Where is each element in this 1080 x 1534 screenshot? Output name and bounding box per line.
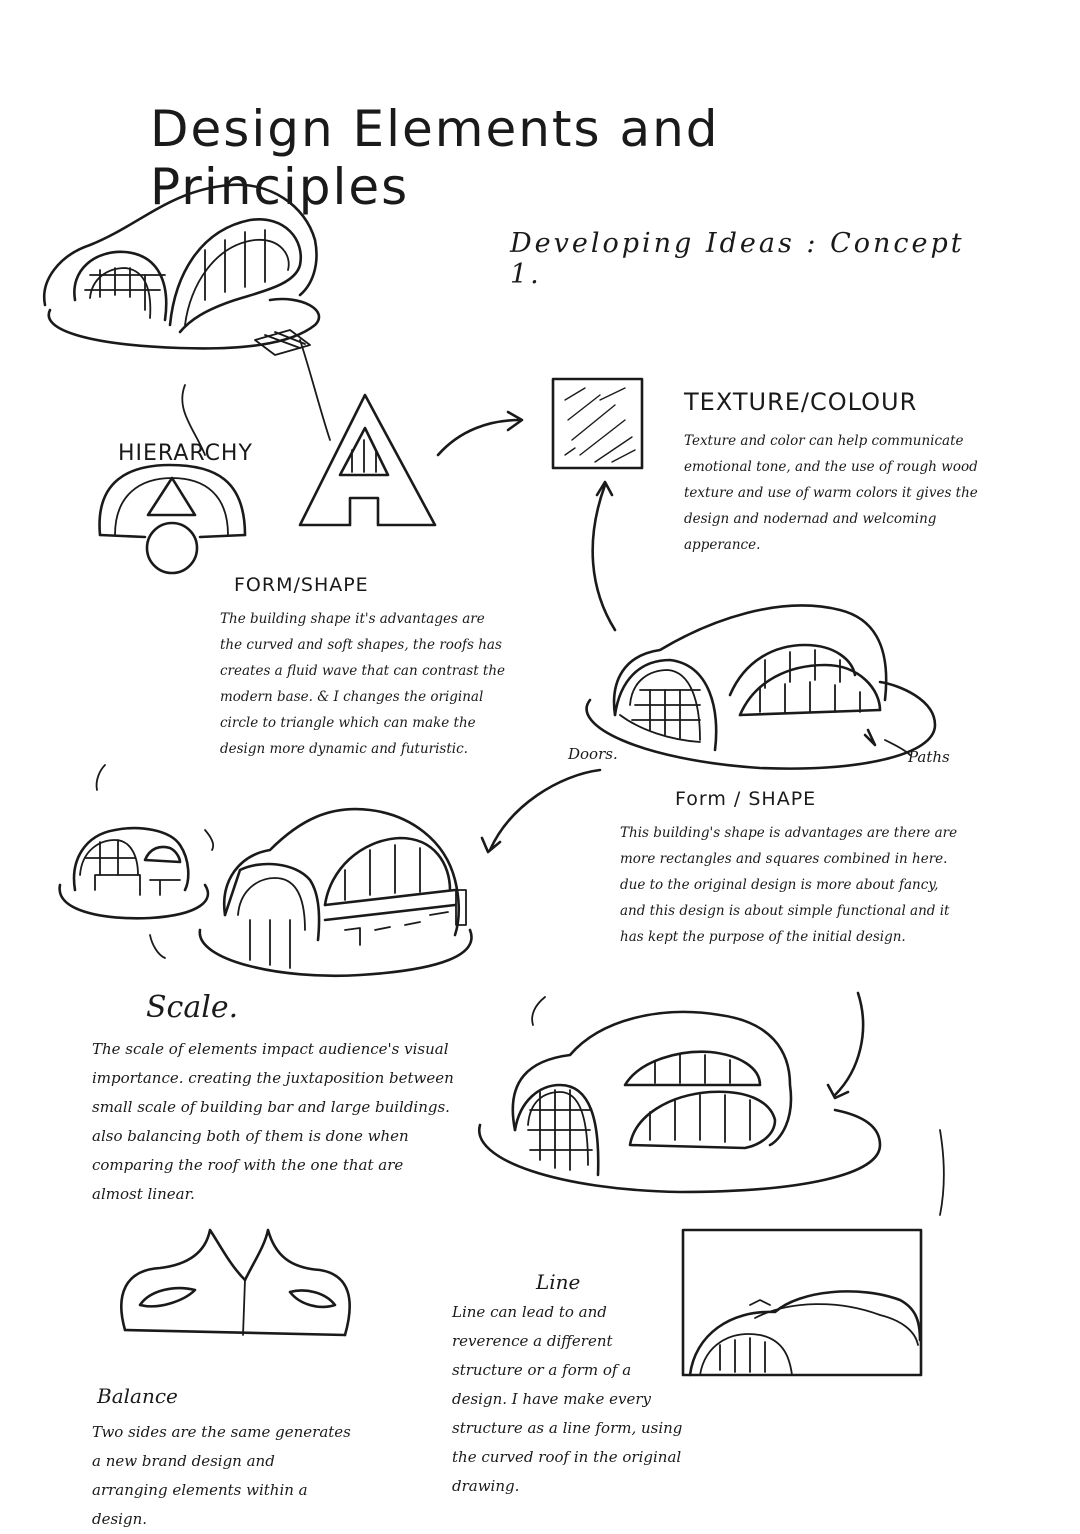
- texture-colour-body: Texture and color can help communicate emotional tone, and the use of rough wood texture and use of warm colors it gives the design and nodernad and welcoming apperance.: [684, 433, 978, 553]
- form-shape-heading-1: FORM/SHAPE: [234, 574, 369, 596]
- page-title: Design Elements and Principles: [150, 100, 720, 216]
- sketch-texture-swatch: [553, 379, 642, 468]
- sketch-a-triangle: [300, 395, 435, 525]
- page-subtitle: Developing Ideas : Concept 1.: [510, 228, 965, 290]
- scale-heading: Scale.: [146, 990, 239, 1025]
- texture-colour-heading: TEXTURE/COLOUR: [684, 388, 918, 416]
- doors-label: Doors.: [568, 745, 618, 763]
- line-heading: Line: [536, 1270, 581, 1294]
- form-shape-body-1: The building shape it's advantages are the curved and soft shapes, the roofs has creates a fluid wave that can contrast the modern base. & I changes the original circle to triangle which can make the design more dynamic and futuristic.: [220, 611, 506, 757]
- sketch-building-dome-paths: [587, 606, 935, 769]
- form-shape-body-2: This building's shape is advantages are there are more rectangles and squares combined in here. due to the original design is more about fancy, and this design is about simple functional and it has kept the purpose of the initial design.: [620, 825, 958, 945]
- line-body: Line can lead to and reverence a different structure or a form of a design. I have make every structure as a line form, using the curved roof in the original drawing.: [452, 1303, 683, 1495]
- form-shape-heading-2: Form / SHAPE: [675, 788, 817, 810]
- sketch-balance-shape: [121, 1230, 349, 1335]
- balance-heading: Balance: [97, 1384, 178, 1408]
- paths-label: Paths: [908, 748, 950, 766]
- balance-body: Two sides are the same generates a new brand design and arranging elements within a design.: [92, 1423, 351, 1528]
- sketch-building-dome-large: [479, 993, 944, 1215]
- sketch-hierarchy-arch: [100, 465, 245, 573]
- scale-body: The scale of elements impact audience's visual importance. creating the juxtaposition between small scale of building bar and large buildings. also balancing both of them is done when comparing the roof with the one that are almost linear.: [92, 1040, 454, 1203]
- sketch-buildings-scale: [60, 765, 472, 976]
- sketch-line-frame: [683, 1230, 921, 1375]
- hierarchy-heading: HIERARCHY: [118, 441, 253, 466]
